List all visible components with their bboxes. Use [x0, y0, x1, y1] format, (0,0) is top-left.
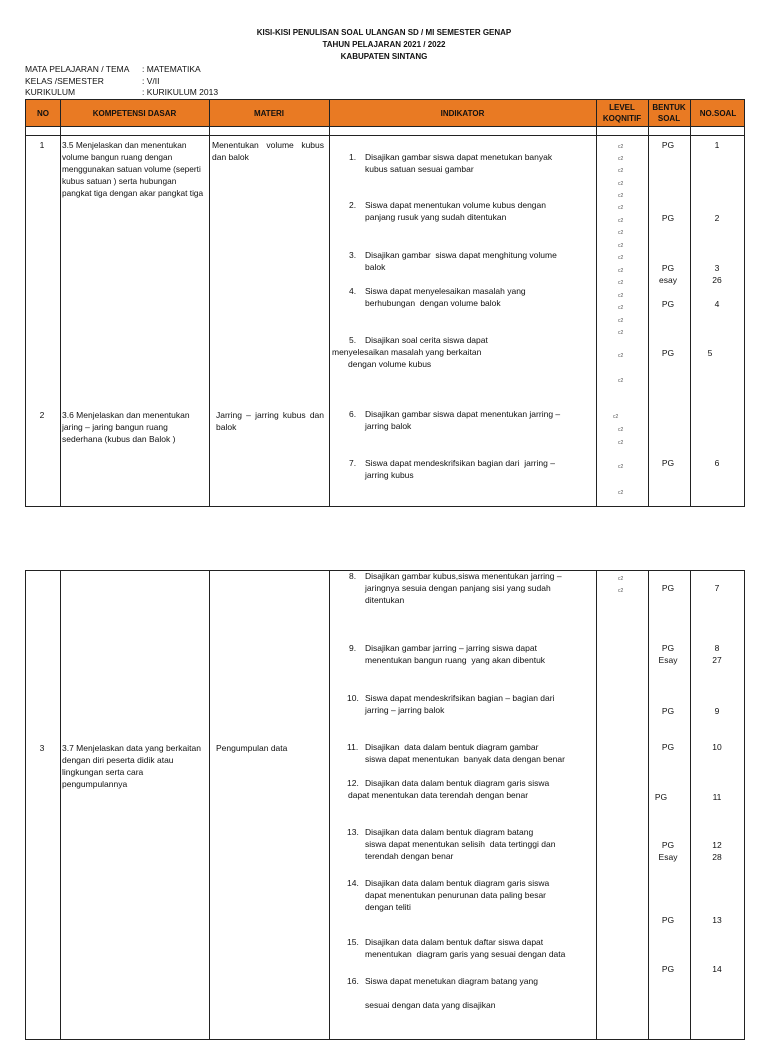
level-kognitif-mark: c2	[618, 330, 624, 336]
indikator-number: 12.	[347, 778, 359, 788]
indikator-number: 6.	[349, 409, 357, 419]
bentuk-soal-value: PG	[661, 299, 675, 309]
indikator-text: Siswa dapat menentukan volume kubus dengan	[365, 200, 546, 210]
indikator-text: Disajikan gambar siswa dapat menetukan banyak	[365, 152, 553, 162]
level-kognitif-mark: c2	[618, 427, 624, 433]
no-soal-value: 1	[714, 140, 720, 150]
no-soal-value: 10	[712, 742, 722, 752]
materi-cell: Pengumpulan data	[216, 743, 288, 753]
indikator-text: Disajikan gambar kubus,siswa menentukan jarring –	[365, 571, 562, 581]
meta-subject-value: : MATEMATIKA	[142, 64, 201, 74]
kompetensi-dasar-cell: 3.6 Menjelaskan dan menentukan jaring – jaring bangun ruang sederhana (kubus dan Balok )	[62, 410, 190, 444]
col-header-materi: MATERI	[253, 108, 285, 118]
col-divider	[60, 100, 61, 506]
indikator-text: Disajikan data dalam bentuk diagram gambar	[365, 742, 539, 752]
row-divider	[26, 126, 744, 127]
level-kognitif-mark: c2	[618, 293, 624, 299]
indikator-text: menentukan bangun ruang yang akan dibentuk	[365, 655, 546, 665]
kompetensi-dasar-cell: 3.7 Menjelaskan data yang berkaitan dengan diri peserta didik atau lingkungan serta cara pengumpulannya	[62, 743, 201, 789]
level-kognitif-mark: c2	[618, 490, 624, 496]
indikator-number: 3.	[349, 250, 357, 260]
bentuk-soal-value: PG	[661, 348, 675, 358]
col-divider	[596, 100, 597, 506]
meta-curriculum-value: : KURIKULUM 2013	[142, 87, 219, 97]
bentuk-soal-value: PG	[661, 706, 675, 716]
no-soal-value: 27	[712, 655, 722, 665]
bentuk-soal-value: esay	[659, 275, 677, 285]
indikator-number: 16.	[347, 976, 359, 986]
bentuk-soal-value: PG	[661, 915, 675, 925]
indikator-number: 9.	[349, 643, 357, 653]
col-divider	[596, 571, 597, 1039]
no-soal-value: 12	[712, 840, 722, 850]
indikator-number: 10.	[347, 693, 359, 703]
level-kognitif-mark: c2	[618, 440, 624, 446]
indikator-text: ditentukan	[365, 595, 405, 605]
document-title: KISI-KISI PENULISAN SOAL ULANGAN SD / MI SEMESTER GENAP	[256, 28, 512, 37]
meta-class-label: KELAS /SEMESTER	[25, 76, 104, 86]
bentuk-soal-value: PG	[654, 792, 668, 802]
no-soal-value: 11	[712, 792, 722, 802]
indikator-text: jaringnya sesuia dengan panjang sisi yang sudah	[365, 583, 551, 593]
meta-curriculum-label: KURIKULUM	[25, 87, 76, 97]
indikator-text: dapat menentukan data terendah dengan benar	[348, 790, 529, 800]
no-soal-value: 26	[712, 275, 722, 285]
no-soal-value: 7	[714, 583, 720, 593]
indikator-text: siswa dapat menentukan banyak data dengan benar	[365, 754, 565, 764]
indikator-text: dapat menentukan penurunan data paling besar	[365, 890, 547, 900]
indikator-text: Siswa dapat mendeskrifsikan bagian – bagian dari	[365, 693, 555, 703]
indikator-text: Disajikan data dalam bentuk diagram garis siswa	[365, 778, 550, 788]
indikator-text: Disajikan data dalam bentuk daftar siswa dapat	[365, 937, 544, 947]
bentuk-soal-value: PG	[661, 458, 675, 468]
col-divider	[209, 100, 210, 506]
indikator-text: sesuai dengan data yang disajikan	[365, 1000, 496, 1010]
indikator-text: jarring – jarring balok	[365, 705, 445, 715]
level-kognitif-mark: c2	[618, 464, 624, 470]
indikator-number: 15.	[347, 937, 359, 947]
col-header-level-kognitif: LEVEL KOQNITIF	[602, 103, 642, 123]
materi-cell: Menentukan volume kubus dan balok	[212, 140, 324, 162]
indikator-number: 8.	[349, 571, 357, 581]
row-number: 1	[39, 140, 45, 150]
indikator-number: 5.	[349, 335, 357, 345]
bentuk-soal-value: PG	[661, 840, 675, 850]
indikator-text: Disajikan soal cerita siswa dapat	[365, 335, 488, 345]
level-kognitif-mark: c2	[618, 255, 624, 261]
indikator-text: Siswa dapat mendeskrifsikan bagian dari jarring –	[365, 458, 555, 468]
col-header-kompetensi-dasar: KOMPETENSI DASAR	[92, 108, 177, 118]
col-divider	[60, 571, 61, 1039]
indikator-text: panjang rusuk yang sudah ditentukan	[365, 212, 507, 222]
bentuk-soal-value: PG	[661, 742, 675, 752]
row-number: 3	[39, 743, 45, 753]
document-subtitle-year: TAHUN PELAJARAN 2021 / 2022	[322, 40, 446, 49]
col-header-bentuk-soal: BENTUK SOAL	[652, 103, 686, 123]
indikator-text: dengan volume kubus	[348, 359, 432, 369]
meta-subject-label: MATA PELAJARAN / TEMA	[25, 64, 130, 74]
indikator-text: Disajikan data dalam bentuk diagram batang	[365, 827, 534, 837]
indikator-text: dengan teliti	[365, 902, 411, 912]
level-kognitif-mark: c2	[618, 588, 624, 594]
indikator-number: 2.	[349, 200, 357, 210]
indikator-text: kubus satuan sesuai gambar	[365, 164, 474, 174]
no-soal-value: 8	[714, 643, 720, 653]
level-kognitif-mark: c2	[618, 268, 624, 274]
bentuk-soal-value: PG	[661, 140, 675, 150]
bentuk-soal-value: PG	[661, 964, 675, 974]
level-kognitif-mark: c2	[618, 144, 624, 150]
indikator-text: terendah dengan benar	[365, 851, 454, 861]
col-header-indikator: INDIKATOR	[440, 108, 485, 118]
no-soal-value: 2	[714, 213, 720, 223]
kompetensi-dasar-cell: 3.5 Menjelaskan dan menentukan volume bangun ruang dengan menggunakan satuan volume (seperti kubus satuan ) serta hubungan pangkat tiga dengan akar pangkat tiga	[62, 140, 204, 198]
level-kognitif-mark: c2	[618, 353, 624, 359]
col-divider	[329, 100, 330, 506]
level-kognitif-mark: c2	[618, 318, 624, 324]
indikator-text: menyelesaikan masalah yang berkaitan	[332, 347, 482, 357]
indikator-number: 11.	[347, 742, 359, 752]
level-kognitif-mark: c2	[618, 181, 624, 187]
indikator-text: jarring balok	[365, 421, 412, 431]
level-kognitif-mark: c2	[618, 168, 624, 174]
bentuk-soal-value: PG	[661, 263, 675, 273]
level-kognitif-mark: c2	[618, 156, 624, 162]
row-divider	[26, 135, 744, 136]
indikator-text: berhubungan dengan volume balok	[365, 298, 501, 308]
col-header-no-soal: NO.SOAL	[699, 108, 737, 118]
level-kognitif-mark: c2	[618, 205, 624, 211]
indikator-number: 7.	[349, 458, 357, 468]
no-soal-value: 28	[712, 852, 722, 862]
level-kognitif-mark: c2	[618, 280, 624, 286]
no-soal-value: 9	[714, 706, 720, 716]
indikator-text: Disajikan data dalam bentuk diagram garis siswa	[365, 878, 550, 888]
bentuk-soal-value: Esay	[658, 852, 678, 862]
level-kognitif-mark: c2	[618, 218, 624, 224]
indikator-text: balok	[365, 262, 386, 272]
materi-cell: Jarring – jarring kubus dan balok	[216, 410, 324, 432]
indikator-text: Disajikan gambar siswa dapat menentukan jarring –	[365, 409, 561, 419]
bentuk-soal-value: PG	[661, 213, 675, 223]
indikator-text: jarring kubus	[365, 470, 414, 480]
col-divider	[209, 571, 210, 1039]
no-soal-value: 4	[714, 299, 720, 309]
no-soal-value: 6	[714, 458, 720, 468]
indikator-text: Siswa dapat menyelesaikan masalah yang	[365, 286, 526, 296]
indikator-text: Disajikan gambar jarring – jarring siswa dapat	[365, 643, 537, 653]
indikator-text: Disajikan gambar siswa dapat menghitung volume	[365, 250, 557, 260]
indikator-text: menentukan diagram garis yang sesuai dengan data	[365, 949, 566, 959]
level-kognitif-mark: c2	[618, 576, 624, 582]
indikator-text: Siswa dapat menetukan diagram batang yang	[365, 976, 538, 986]
kisi-kisi-table-page-2	[25, 570, 745, 1040]
no-soal-value: 5	[707, 348, 713, 358]
no-soal-value: 14	[712, 964, 722, 974]
no-soal-value: 13	[712, 915, 722, 925]
indikator-text: siswa dapat menentukan selisih data tertinggi dan	[365, 839, 556, 849]
bentuk-soal-value: PG	[661, 643, 675, 653]
col-divider	[329, 571, 330, 1039]
bentuk-soal-value: Esay	[658, 655, 678, 665]
bentuk-soal-value: PG	[661, 583, 675, 593]
indikator-number: 14.	[347, 878, 359, 888]
col-header-no: NO	[37, 108, 49, 118]
indikator-number: 13.	[347, 827, 359, 837]
level-kognitif-mark: c2	[618, 230, 624, 236]
no-soal-value: 3	[714, 263, 720, 273]
meta-class-value: : V/II	[142, 76, 160, 86]
level-kognitif-mark: c2	[618, 193, 624, 199]
level-kognitif-mark: c2	[618, 305, 624, 311]
level-kognitif-mark: c2	[618, 243, 624, 249]
indikator-number: 1.	[349, 152, 357, 162]
level-kognitif-mark: c2	[613, 414, 619, 420]
indikator-number: 4.	[349, 286, 357, 296]
row-number: 2	[39, 410, 45, 420]
level-kognitif-mark: c2	[618, 378, 624, 384]
document-subtitle-region: KABUPATEN SINTANG	[340, 52, 428, 61]
